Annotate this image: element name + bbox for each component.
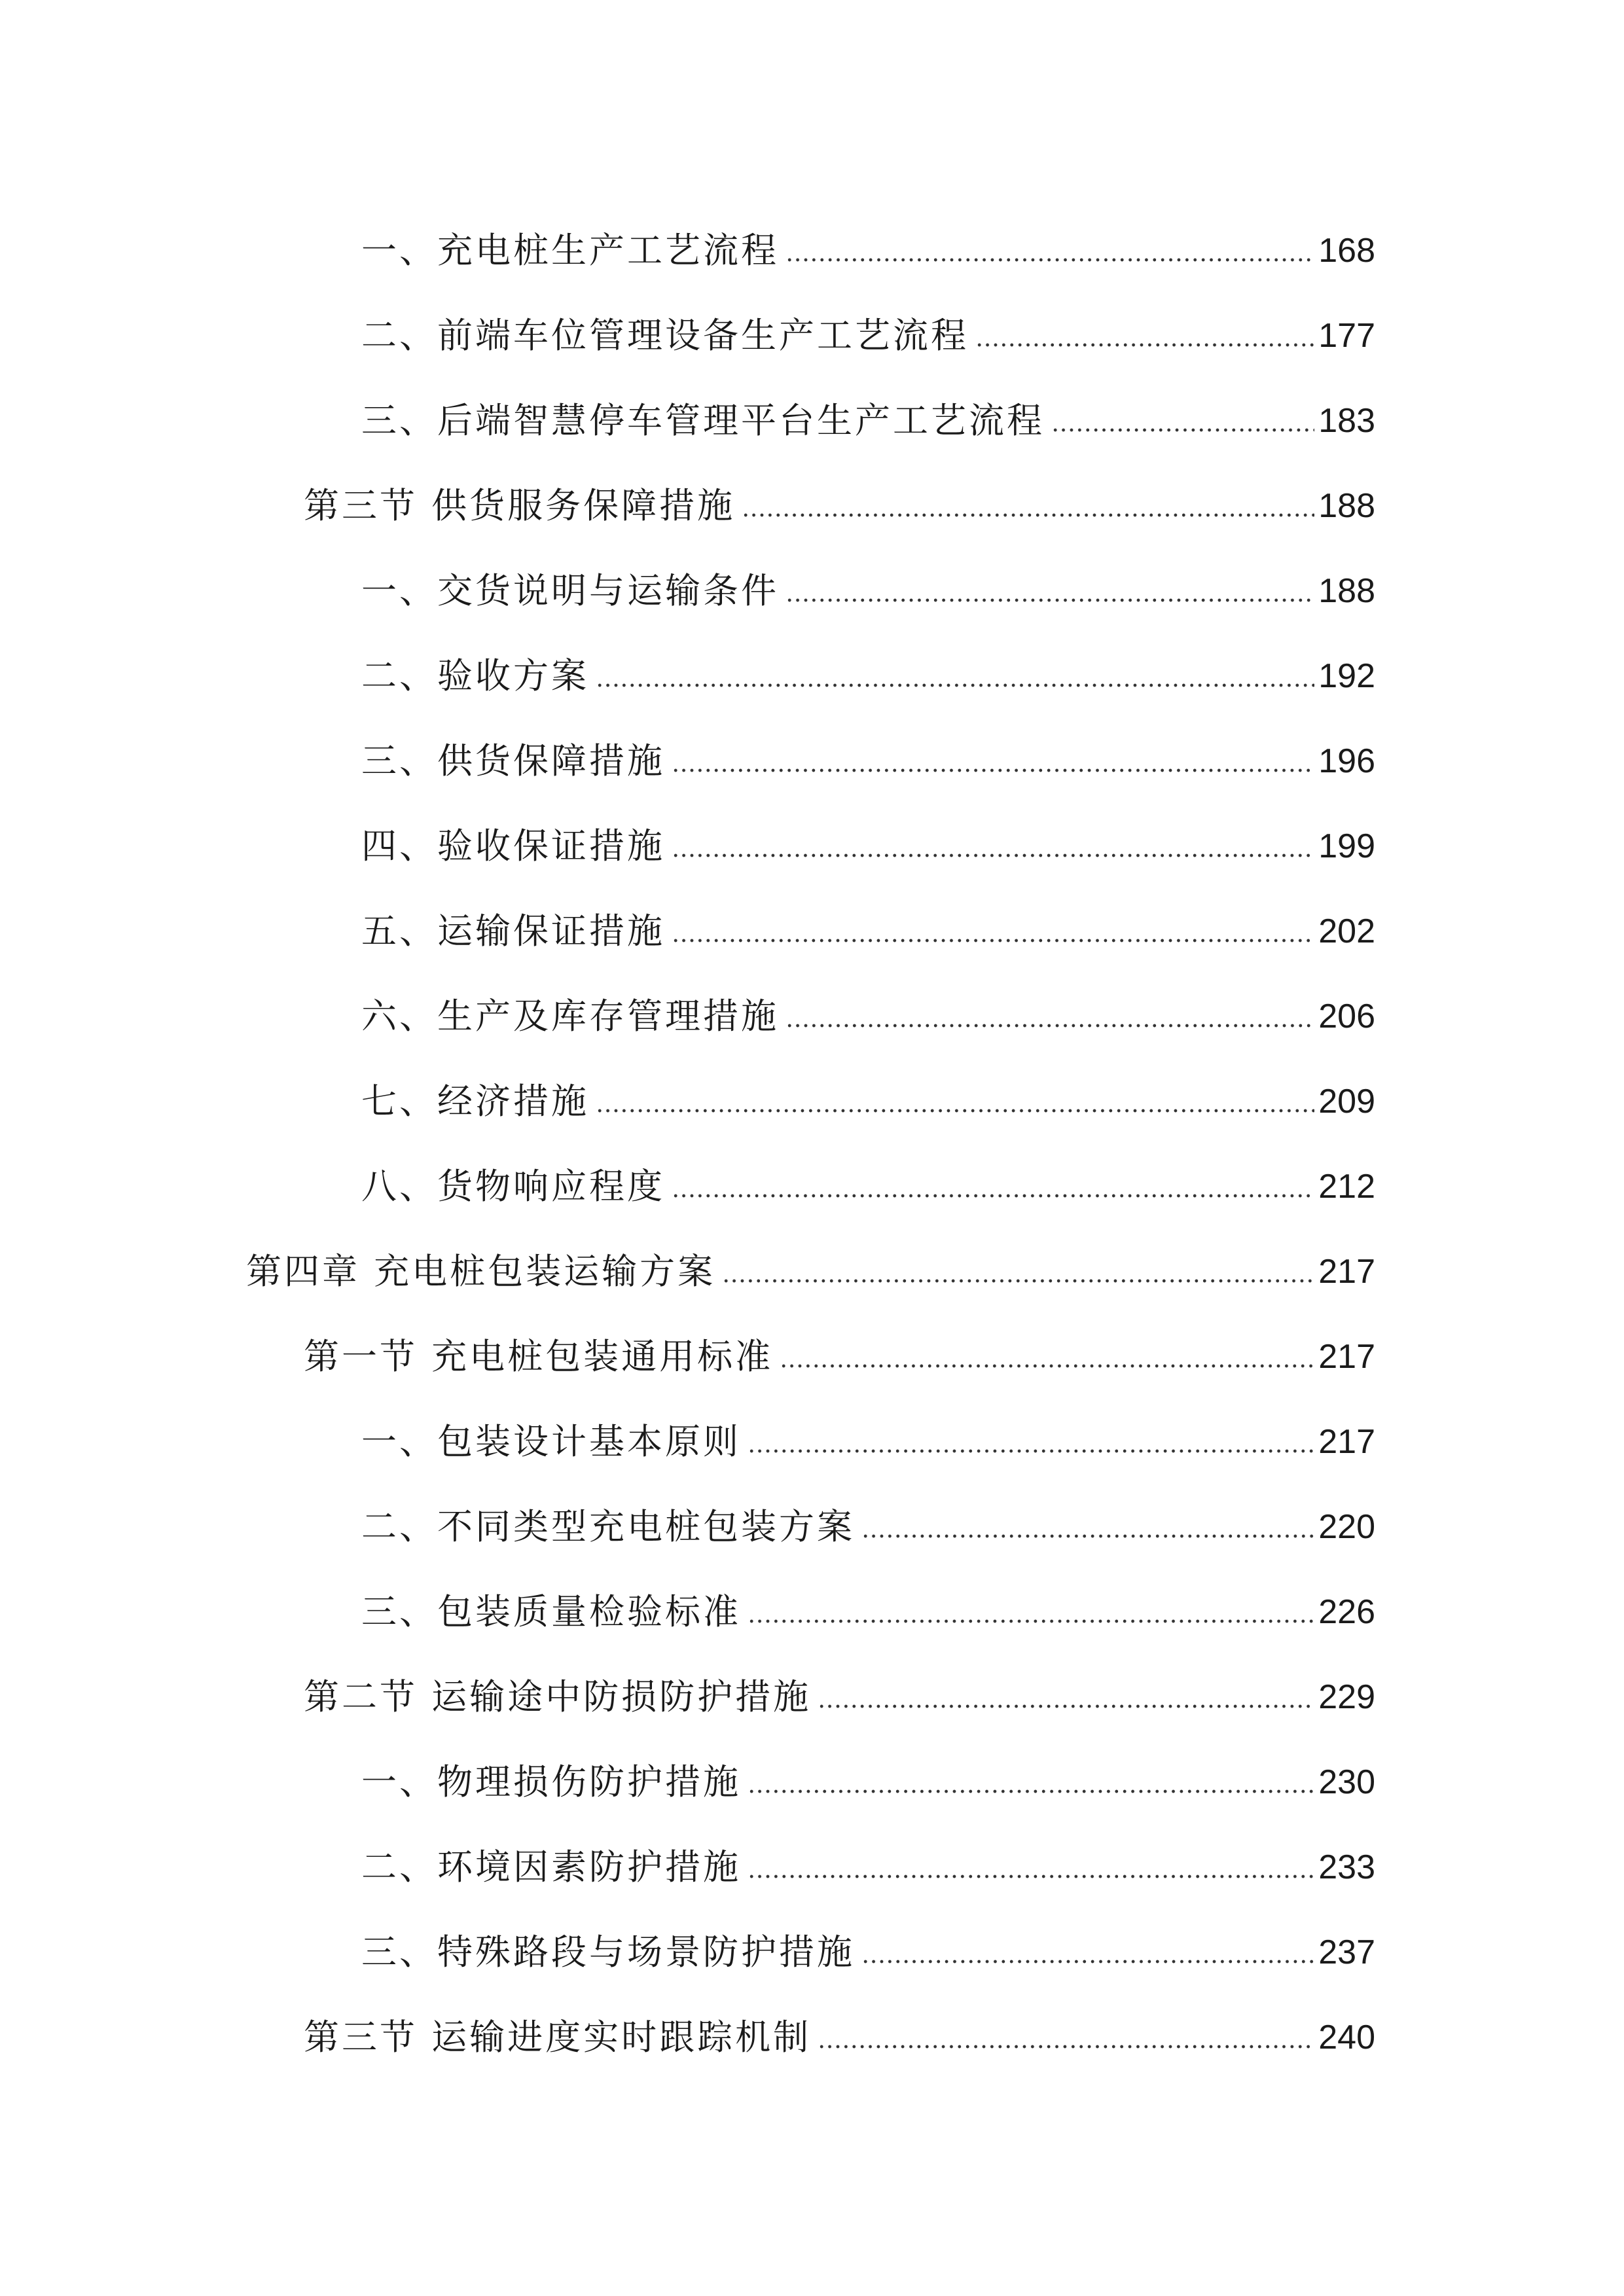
- toc-entry[interactable]: [361, 1741, 1375, 1803]
- toc-leader-dots: [785, 598, 1314, 602]
- toc-entry-title: 一、包装设计基本原则: [361, 1421, 741, 1462]
- toc-entry[interactable]: [361, 295, 1375, 356]
- toc-entry-page: 217: [1318, 1253, 1375, 1291]
- toc-entry-title: 一、充电桩生产工艺流程: [361, 230, 779, 271]
- toc-entry-title: 第四章 充电桩包装运输方案: [246, 1251, 716, 1292]
- toc-leader-dots: [596, 1109, 1314, 1113]
- toc-leader-dots: [818, 2045, 1314, 2049]
- toc-entry-page: 192: [1318, 657, 1375, 695]
- toc-leader-dots: [672, 1194, 1314, 1198]
- toc-entry-page: 196: [1318, 742, 1375, 780]
- toc-entry-title: 二、前端车位管理设备生产工艺流程: [361, 315, 969, 356]
- toc-leader-dots: [785, 258, 1314, 262]
- toc-leader-dots: [672, 939, 1314, 942]
- toc-entry-page: 206: [1318, 997, 1375, 1035]
- toc-leader-dots: [742, 513, 1314, 517]
- toc-entry-title: 三、特殊路段与场景防护措施: [361, 1931, 855, 1973]
- toc-entry-title: 二、验收方案: [361, 655, 589, 696]
- toc-entry-page: 217: [1318, 1423, 1375, 1461]
- toc-entry-page: 237: [1318, 1933, 1375, 1971]
- toc-entry[interactable]: [361, 805, 1375, 867]
- toc-entry-title: 第一节 充电桩包装通用标准: [304, 1336, 774, 1377]
- toc-entry-page: 240: [1318, 2018, 1375, 2056]
- toc-entry[interactable]: [361, 1060, 1375, 1122]
- toc-entry-page: 202: [1318, 912, 1375, 950]
- toc-entry[interactable]: [361, 1145, 1375, 1207]
- toc-entry[interactable]: [361, 720, 1375, 779]
- toc-leader-dots: [748, 1619, 1314, 1623]
- toc-entry-title: 第三节 运输进度实时跟踪机制: [304, 2017, 812, 2058]
- toc-entry[interactable]: [361, 1826, 1375, 1888]
- toc-entry-title: 第三节 供货服务保障措施: [304, 485, 736, 526]
- toc-leader-dots: [861, 1960, 1314, 1964]
- toc-entry-page: 183: [1318, 402, 1375, 440]
- toc-entry[interactable]: [361, 1401, 1375, 1460]
- toc-entry-page: 177: [1318, 317, 1375, 355]
- toc-entry-page: 199: [1318, 827, 1375, 865]
- toc-entry-page: 168: [1318, 232, 1375, 270]
- toc-entry-page: 233: [1318, 1848, 1375, 1886]
- toc-entry-page: 212: [1318, 1168, 1375, 1206]
- toc-leader-dots: [975, 343, 1314, 347]
- toc-entry-title: 二、环境因素防护措施: [361, 1846, 741, 1888]
- toc-leader-dots: [785, 1024, 1314, 1028]
- toc-entry[interactable]: [246, 1230, 1375, 1292]
- toc-entry[interactable]: [361, 550, 1375, 609]
- toc-entry[interactable]: [304, 465, 1375, 524]
- toc-entry-title: 六、生产及库存管理措施: [361, 996, 779, 1037]
- toc-leader-dots: [748, 1449, 1314, 1453]
- toc-leader-dots: [722, 1279, 1314, 1283]
- toc-entry-title: 八、货物响应程度: [361, 1166, 665, 1207]
- toc-entry-title: 一、交货说明与运输条件: [361, 570, 779, 611]
- toc-entry[interactable]: [304, 1656, 1375, 1715]
- toc-entry-title: 五、运输保证措施: [361, 910, 665, 952]
- toc-entry-page: 217: [1318, 1338, 1375, 1376]
- toc-entry[interactable]: [304, 1996, 1375, 2058]
- toc-entry-title: 三、供货保障措施: [361, 740, 665, 781]
- toc-entry-page: 230: [1318, 1763, 1375, 1801]
- toc-entry-page: 209: [1318, 1083, 1375, 1121]
- toc-entry-title: 二、不同类型充电桩包装方案: [361, 1506, 855, 1547]
- toc-entry[interactable]: [361, 890, 1375, 952]
- toc-entry[interactable]: [361, 635, 1375, 694]
- toc-entry-title: 七、经济措施: [361, 1081, 589, 1122]
- toc-leader-dots: [780, 1364, 1314, 1368]
- toc-leader-dots: [861, 1534, 1314, 1538]
- toc-entry-title: 三、后端智慧停车管理平台生产工艺流程: [361, 400, 1045, 441]
- toc-leader-dots: [748, 1789, 1314, 1793]
- toc-entry-page: 226: [1318, 1593, 1375, 1631]
- toc-entry-page: 188: [1318, 487, 1375, 525]
- toc-leader-dots: [672, 768, 1314, 772]
- toc-entry[interactable]: [361, 209, 1375, 271]
- toc-entry[interactable]: [304, 1316, 1375, 1377]
- toc-entry-title: 四、验收保证措施: [361, 825, 665, 867]
- toc-entry-title: 三、包装质量检验标准: [361, 1591, 741, 1632]
- toc-leader-dots: [748, 1874, 1314, 1878]
- toc-leader-dots: [596, 683, 1314, 687]
- toc-entry[interactable]: [361, 1486, 1375, 1545]
- toc-entry[interactable]: [361, 380, 1375, 439]
- toc-entry-title: 第二节 运输途中防损防护措施: [304, 1676, 812, 1717]
- toc-entry[interactable]: [361, 1571, 1375, 1630]
- toc-entry-page: 229: [1318, 1678, 1375, 1716]
- toc-entry-title: 一、物理损伤防护措施: [361, 1761, 741, 1803]
- toc-leader-dots: [1051, 428, 1314, 432]
- toc-leader-dots: [818, 1704, 1314, 1708]
- toc-entry-page: 188: [1318, 572, 1375, 610]
- toc-entry-page: 220: [1318, 1508, 1375, 1546]
- toc-entry[interactable]: [361, 975, 1375, 1037]
- toc-entry[interactable]: [361, 1911, 1375, 1973]
- toc-leader-dots: [672, 853, 1314, 857]
